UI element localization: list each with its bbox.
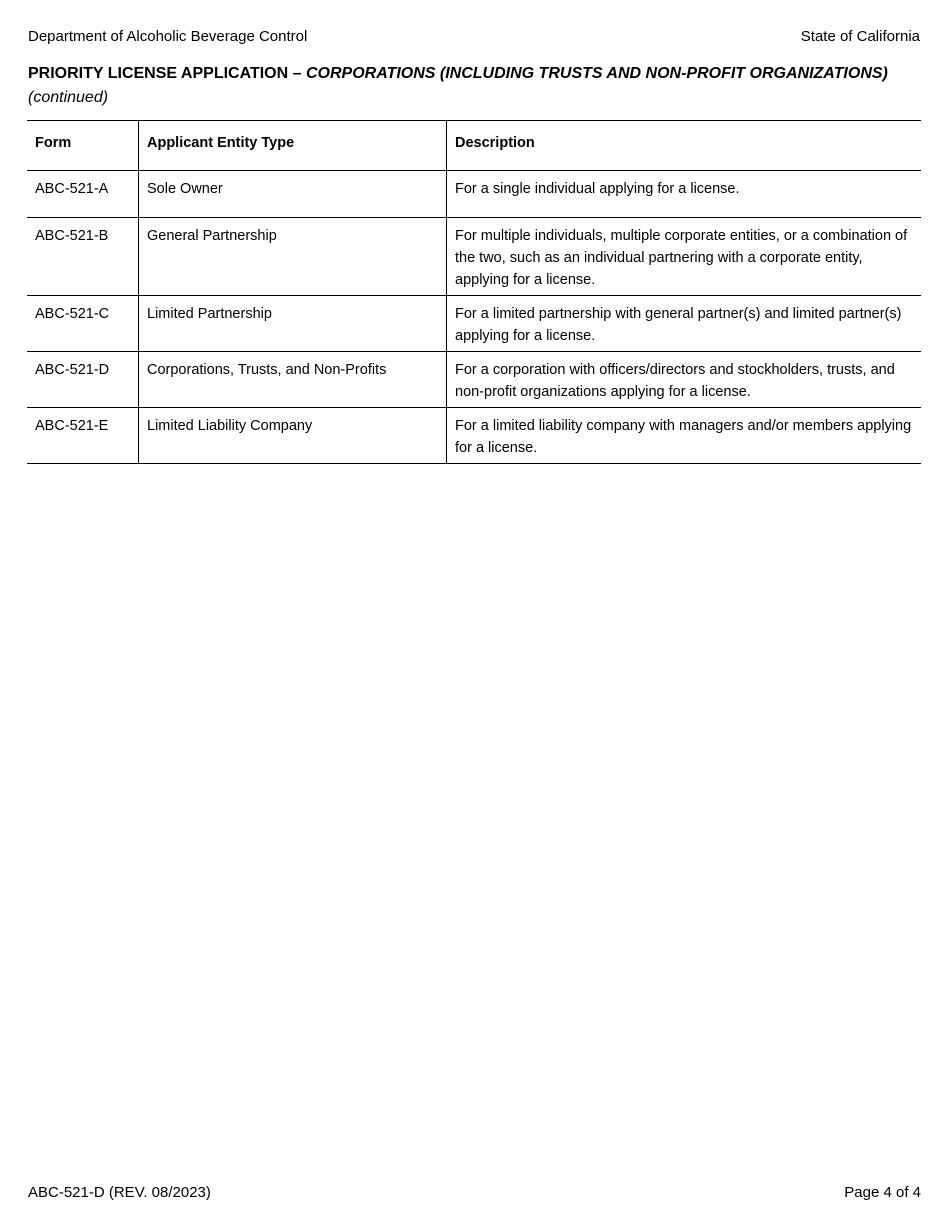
cell-entity-type: Limited Liability Company <box>139 408 447 464</box>
page-number: Page 4 of 4 <box>844 1184 921 1201</box>
cell-form: ABC-521-A <box>27 171 139 218</box>
forms-table <box>27 120 921 464</box>
table-row <box>27 171 921 218</box>
table-row <box>27 408 921 464</box>
title-subtitle: CORPORATIONS (INCLUDING TRUSTS AND NON-PROFIT ORGANIZATIONS) <box>305 65 888 82</box>
cell-description: For multiple individuals, multiple corporate entities, or a combination of the two, such as an individual partnering with a corporate entity, applying for a license. <box>447 218 922 296</box>
form-revision: ABC-521-D (REV. 08/2023) <box>28 1184 211 1201</box>
title-main: PRIORITY LICENSE APPLICATION – <box>28 65 306 82</box>
cell-description: For a limited partnership with general partner(s) and limited partner(s) applying for a license. <box>447 296 922 352</box>
header-entity-type: Applicant Entity Type <box>139 121 447 171</box>
cell-form: ABC-521-C <box>27 296 139 352</box>
cell-description: For a single individual applying for a license. <box>447 171 922 218</box>
cell-entity-type: Corporations, Trusts, and Non-Profits <box>139 352 447 408</box>
table-row <box>27 352 921 408</box>
cell-entity-type: General Partnership <box>139 218 447 296</box>
cell-entity-type: Limited Partnership <box>139 296 447 352</box>
table-header-row <box>27 121 921 171</box>
table-row <box>27 296 921 352</box>
header-description: Description <box>447 121 922 171</box>
cell-entity-type: Sole Owner <box>139 171 447 218</box>
state-name: State of California <box>800 28 920 45</box>
page-title <box>28 62 908 110</box>
department-name: Department of Alcoholic Beverage Control <box>28 28 308 45</box>
cell-form: ABC-521-E <box>27 408 139 464</box>
title-continued: (continued) <box>28 89 109 106</box>
header-form: Form <box>27 121 139 171</box>
cell-description: For a corporation with officers/directors and stockholders, trusts, and non-profit organizations applying for a license. <box>447 352 922 408</box>
cell-description: For a limited liability company with managers and/or members applying for a license. <box>447 408 922 464</box>
table-row <box>27 218 921 296</box>
cell-form: ABC-521-D <box>27 352 139 408</box>
cell-form: ABC-521-B <box>27 218 139 296</box>
